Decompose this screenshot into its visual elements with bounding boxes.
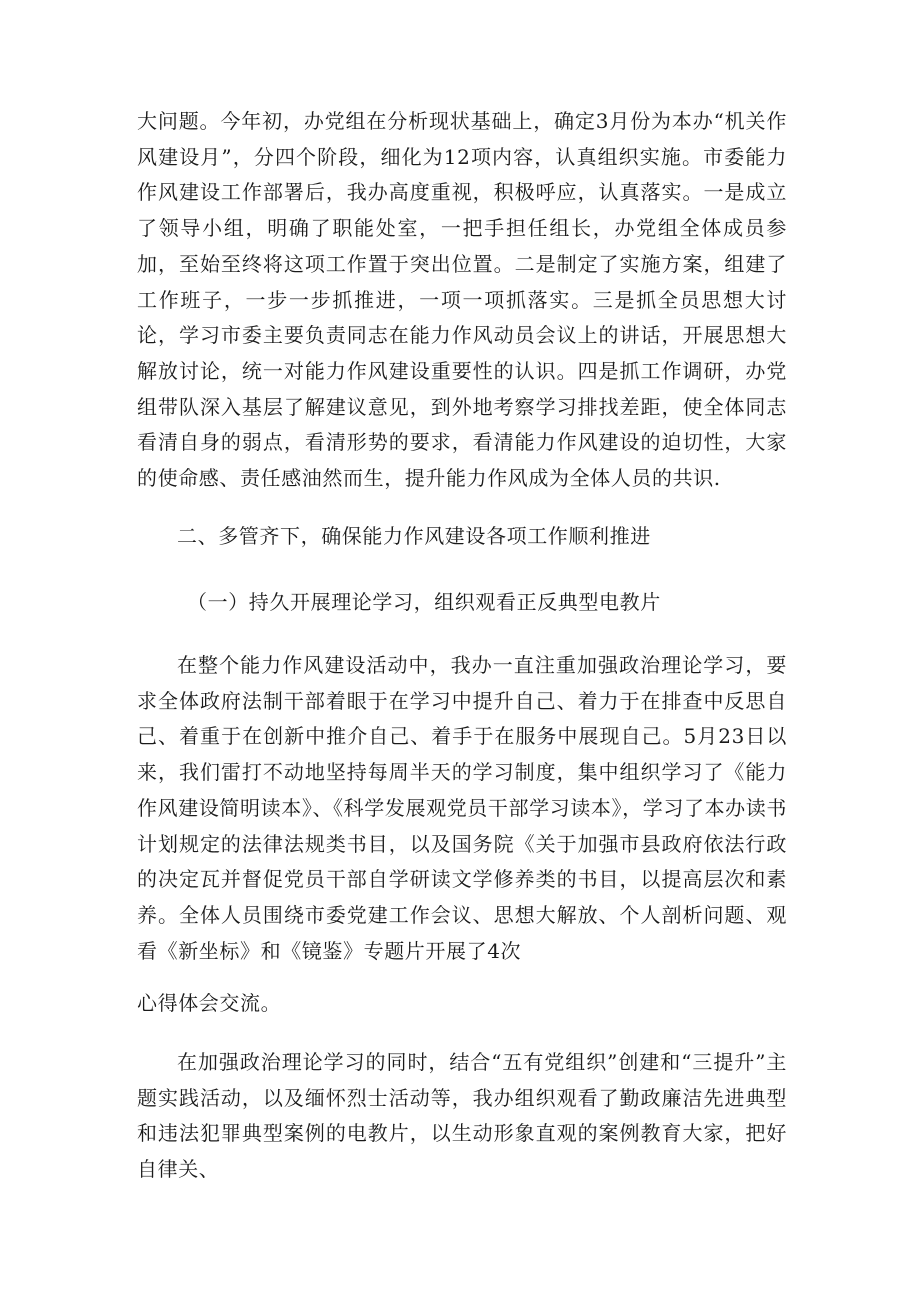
section-heading: 二、多管齐下，确保能力作风建设各项工作顺利推进 (177, 524, 651, 548)
body-paragraph-2: 在整个能力作风建设活动中，我办一直注重加强政治理论学习，要求全体政府法制干部着眼于在学习中提升自己、着力于在排查中反思自己、着重于在创新中推介自己、着手于在服务中展现自己。5月23日以来，我们雷打不动地坚持每周半天的学习制度，集中组织学习了《能力作风建设简明读本》、《科学发展观党员干部学习读本》，学习了本办读书计划规定的法律法规类书目，以及国务院《关于加强市县政府依法行政的决定瓦并督促党员干部自学研读文学修养类的书目，以提高层次和素养。全体人员围绕市委党建工作会议、思想大解放、个人剖析问题、观看《新坐标》和《镜鉴》专题片开展了4次 (137, 653, 787, 963)
body-paragraph-3: 心得体会交流。 (137, 991, 282, 1015)
body-paragraph-1: 大问题。今年初，办党组在分析现状基础上，确定3月份为本办“机关作风建设月”，分四个阶段，细化为12项内容，认真组织实施。市委能力作风建设工作部署后，我办高度重视，积极呼应，认真落实。一是成立了领导小组，明确了职能处室，一把手担任组长，办党组全体成员参加，至始至终将这项工作置于突出位置。二是制定了实施方案，组建了工作班子，一步一步抓推进，一项一项抓落实。三是抓全员思想大讨论，学习市委主要负责同志在能力作风动员会议上的讲话，开展思想大解放讨论，统一对能力作风建设重要性的认识。四是抓工作调研，办党组带队深入基层了解建议意见，到外地考察学习排找差距，使全体同志看清自身的弱点，看清形势的要求，看清能力作风建设的迫切性，大家的使命感、责任感油然而生，提升能力作风成为全体人员的共识. (137, 109, 787, 491)
subsection-heading: （一）持久开展理论学习，组织观看正反典型电教片 (187, 590, 661, 614)
body-paragraph-4: 在加强政治理论学习的同时，结合“五有党组织”创建和“三提升”主题实践活动，以及缅怀烈士活动等，我办组织观看了勤政廉洁先进典型和违法犯罪典型案例的电教片，以生动形象直观的案例教育大家，把好自律关、 (137, 1050, 787, 1182)
